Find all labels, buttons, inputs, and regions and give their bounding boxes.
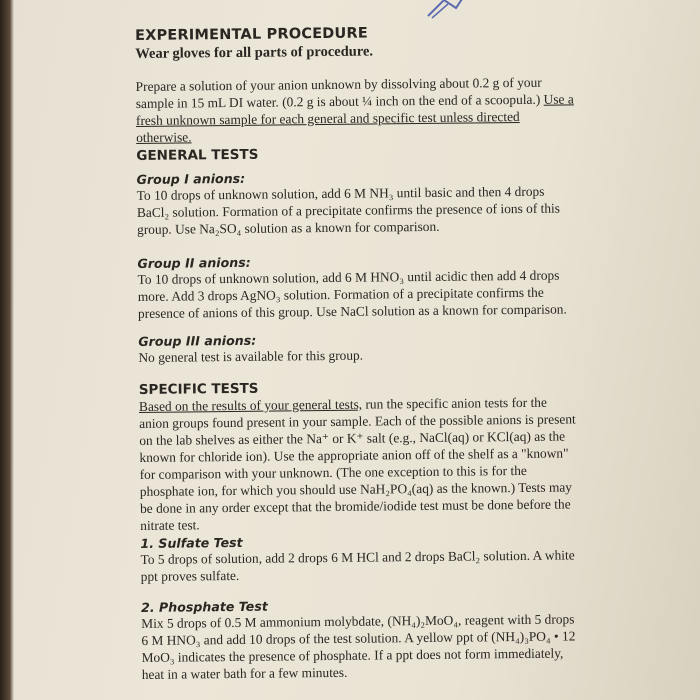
phosphate-test-title: 2. Phosphate Test [140, 598, 268, 615]
page-shadow-edge [0, 0, 14, 700]
sulfate-test-text: To 5 drops of solution, add 2 drops 6 M HCl and 2 drops BaCl₂ solution. A white ppt proves sulfate. [140, 547, 575, 584]
page-title: EXPERIMENTAL PROCEDURE [135, 25, 369, 44]
intro-underlined: Use a fresh unknown sample for each general and specific test unless directed otherwise. [135, 91, 574, 145]
sulfate-test-title: 1. Sulfate Test [140, 534, 243, 551]
intro-text: Prepare a solution of your anion unknown by dissolving about 0.2 g of your sample in 15 mL DI water. (0.2 g is about ¼ inch on the end of a scoopula.) [135, 74, 544, 111]
pen-scribble-icon [426, 0, 466, 20]
intro-paragraph [136, 73, 577, 146]
specific-underlined: Based on the results of your general tests, [138, 396, 363, 414]
document-content [135, 23, 576, 682]
group2-text: To 10 drops of unknown solution, add 6 M HNO₃ until acidic then add 4 drops more. Add 3 drops AgNO₃ solution. Formation of a precipitate confirms the presence of anions of this group. Use NaCl solution as a known for comparison. [137, 267, 567, 321]
specific-tests-heading: SPECIFIC TESTS [138, 380, 259, 398]
phosphate-test-text: Mix 5 drops of 0.5 M ammonium molybdate, (NH₄)₂MoO₄, reagent with 5 drops 6 M HNO₃ and add 10 drops of the test solution. A yellow ppt of (NH₄)₃PO₄ • 12 MoO₃ indicates the presence of phosphate. If a ppt does not form immediately, heat in a water bath for a few minutes. [141, 611, 576, 682]
general-tests-heading: GENERAL TESTS [136, 146, 259, 164]
specific-text: run the specific anion tests for the anion groups found present in your sample. Each of the possible anions is present on the lab shelves as either the Na⁺ or K⁺ salt (e.g., NaCl(aq) or KCl(aq) as the known for chloride ion). Use the appropriate anion off of the shelf as a "known" for comparison with your unknown. (The one exception to this is for the phosphate ion, for which you should use NaH₂PO₄(aq) as the known.) Tests may be done in any order except that the bromide/iodide test must be done before the nitrate test. [139, 394, 576, 533]
group3-title: Group III anions: [138, 332, 257, 349]
group3-text: No general test is available for this group. [138, 347, 364, 365]
specific-paragraph [139, 393, 580, 534]
group1-title: Group I anions: [136, 170, 246, 187]
group1-text: To 10 drops of unknown solution, add 6 M NH₃ until basic and then 4 drops BaCl₂ solution. Formation of a precipitate confirms the presence of ions of this group. Use Na₂SO₄ solution as a known for comparison. [136, 183, 561, 237]
page-subtitle: Wear gloves for all parts of procedure. [135, 43, 374, 62]
group2-title: Group II anions: [137, 254, 251, 271]
